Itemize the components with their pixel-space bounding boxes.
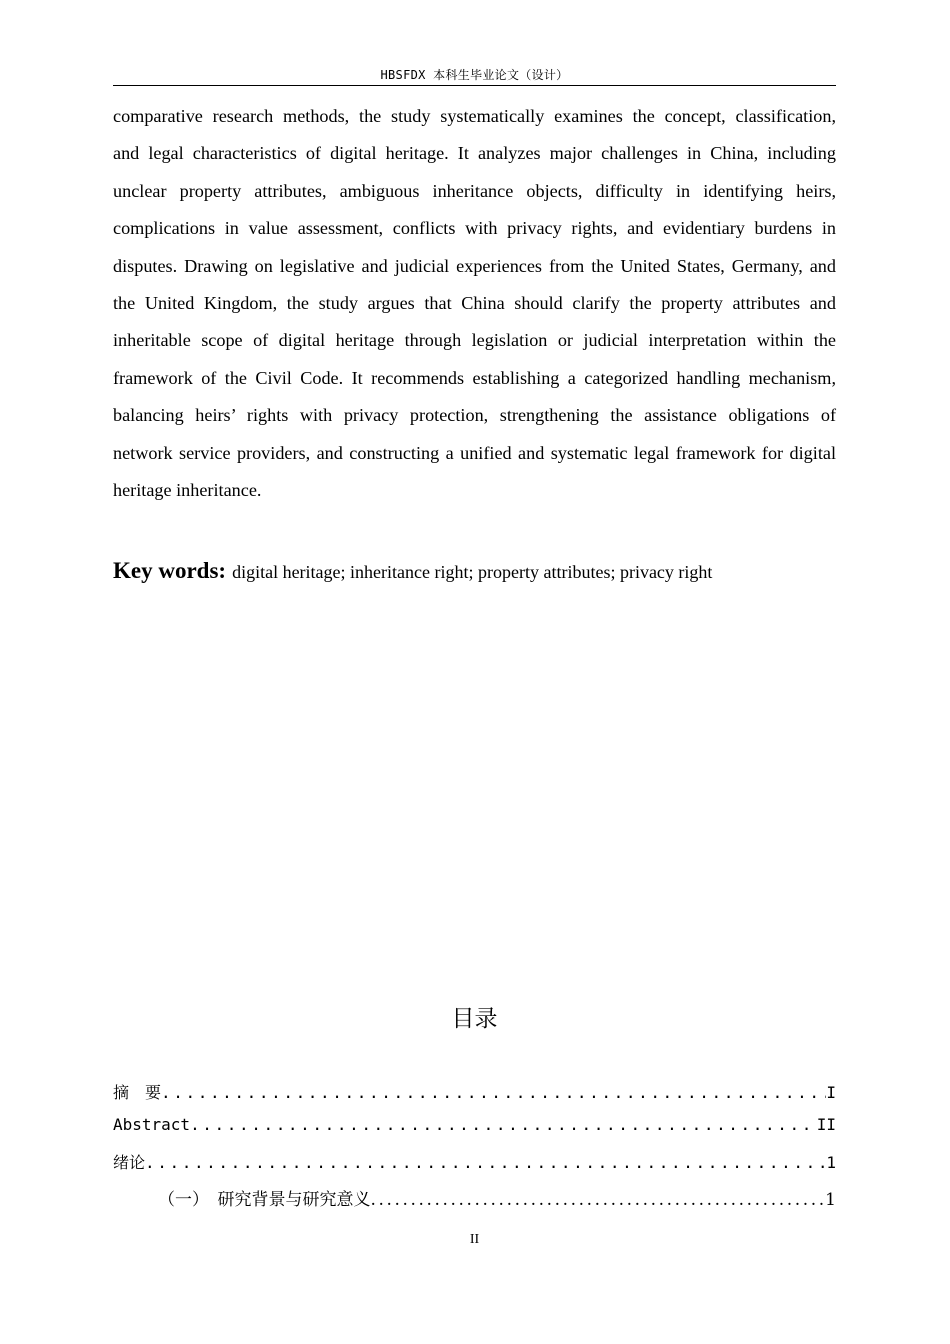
abstract-line: heritage inheritance. [113, 479, 262, 500]
abstract-line: and legal characteristics of digital heritage. It analyzes major challenges in China, including [113, 143, 836, 164]
toc-entry-page: I [826, 1083, 836, 1102]
abstract-line: disputes. Drawing on legislative and judicial experiences from the United States, Germany, and [113, 255, 836, 276]
abstract-line: network service providers, and constructing a unified and systematic legal framework for digital [113, 442, 836, 463]
toc-entry[interactable] [113, 1150, 836, 1185]
toc-entry[interactable] [113, 1080, 836, 1115]
toc-entry-page: 1 [826, 1153, 836, 1172]
toc-dot-leader [145, 1153, 826, 1172]
abstract-line: the United Kingdom, the study argues that China should clarify the property attributes and [113, 292, 836, 313]
toc-entry-label: （一） 研究背景与研究意义 [158, 1190, 371, 1210]
toc-dot-leader [190, 1115, 817, 1134]
running-header: HBSFDX 本科生毕业论文（设计） [380, 68, 569, 82]
header-rule [113, 85, 836, 86]
toc-entry-label: Abstract [113, 1115, 191, 1134]
toc-dot-leader [161, 1083, 826, 1102]
toc-entry-label: 绪论 [113, 1153, 146, 1172]
table-of-contents [113, 1080, 836, 1220]
toc-title: 目录 [451, 1006, 498, 1032]
keywords-label: Key words: [113, 558, 227, 583]
keywords-text: digital heritage; inheritance right; property attributes; privacy right [232, 562, 713, 582]
keywords [113, 558, 836, 584]
abstract-line: comparative research methods, the study systematically examines the concept, classification, [113, 106, 836, 126]
abstract-line: inheritable scope of digital heritage through legislation or judicial interpretation within the [113, 330, 836, 351]
abstract-line: unclear property attributes, ambiguous inheritance objects, difficulty in identifying heirs, [113, 180, 836, 201]
abstract-line: complications in value assessment, conflicts with privacy rights, and evidentiary burdens in [113, 218, 836, 239]
toc-entry-page: II [816, 1115, 836, 1134]
abstract-line: balancing heirs’ rights with privacy protection, strengthening the assistance obligations of [113, 405, 836, 426]
toc-entry-label: 摘 要 [113, 1083, 162, 1102]
toc-dot-leader [371, 1190, 826, 1210]
toc-entry-page: 1 [825, 1190, 836, 1210]
abstract-body [113, 98, 836, 509]
toc-entry[interactable] [113, 1185, 836, 1220]
abstract-line: framework of the Civil Code. It recommends establishing a categorized handling mechanism, [113, 367, 836, 388]
toc-entry[interactable] [113, 1115, 836, 1150]
page-number: II [469, 1232, 480, 1247]
